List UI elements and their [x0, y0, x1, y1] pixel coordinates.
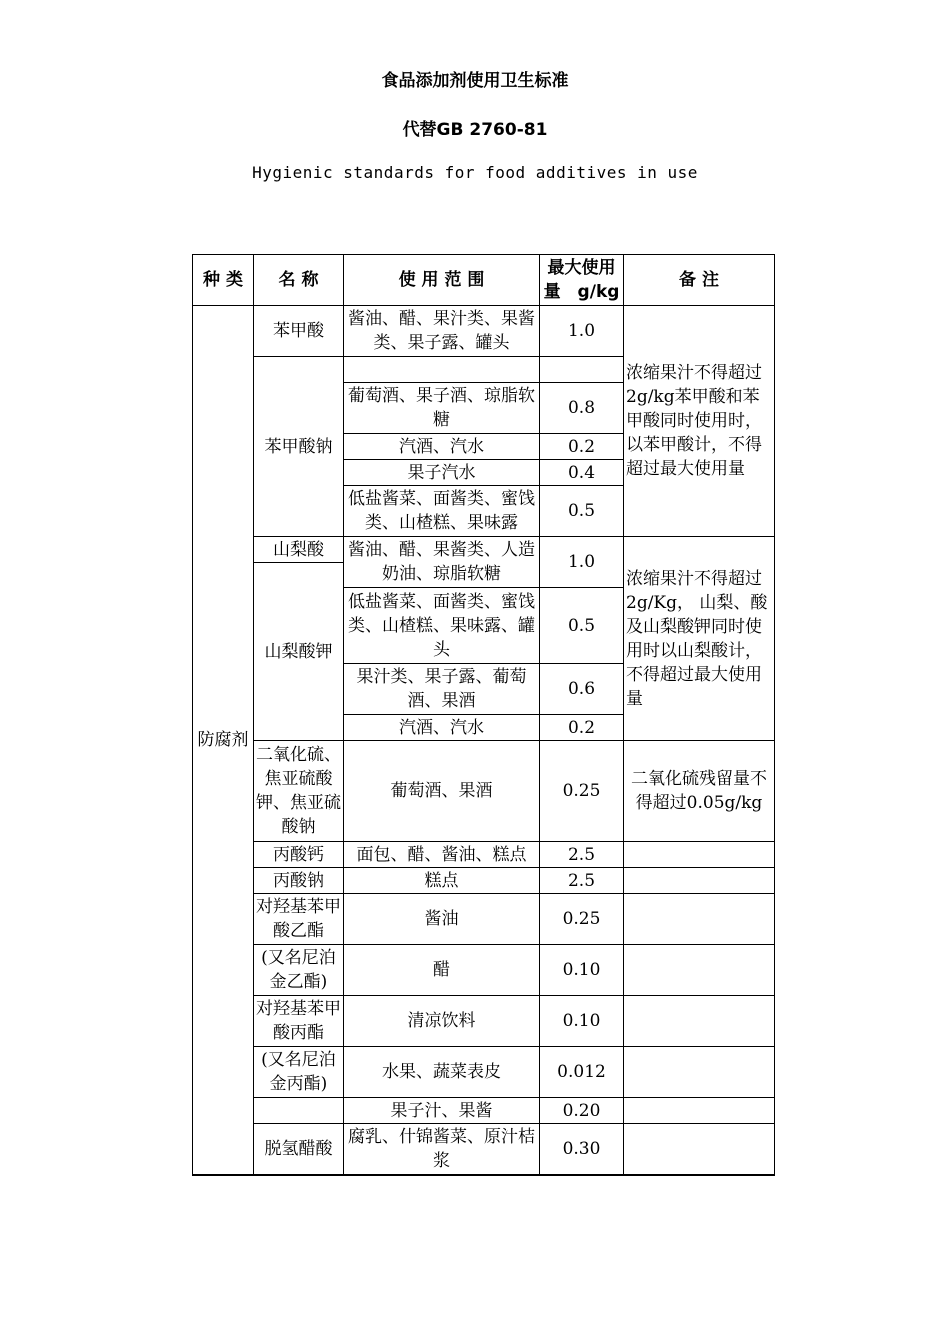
table-row	[193, 741, 775, 842]
max-usage: 0.4	[540, 460, 624, 486]
remark-cell	[624, 1124, 775, 1175]
additive-name: 山梨酸钾	[254, 563, 344, 741]
max-usage: 0.6	[540, 664, 624, 715]
table-header-row	[193, 255, 775, 306]
category-cell: 防腐剂	[193, 306, 254, 1175]
max-usage: 0.10	[540, 996, 624, 1047]
usage-scope: 腐乳、什锦酱菜、原汁桔浆	[344, 1124, 540, 1175]
remark-cell	[624, 842, 775, 868]
header-name: 名 称	[254, 255, 344, 306]
remark-cell: 二氧化硫残留量不得超过0.05g/kg	[624, 741, 775, 842]
max-usage: 0.10	[540, 945, 624, 996]
remark-cell	[624, 945, 775, 996]
usage-scope	[344, 357, 540, 383]
max-usage: 1.0	[540, 537, 624, 588]
additive-name: 二氧化硫、焦亚硫酸钾、焦亚硫酸钠	[254, 741, 344, 842]
usage-scope: 低盐酱菜、面酱类、蜜饯类、山楂糕、果味露	[344, 486, 540, 537]
usage-scope: 醋	[344, 945, 540, 996]
max-usage: 0.30	[540, 1124, 624, 1175]
additive-name: 对羟基苯甲酸乙酯	[254, 894, 344, 945]
usage-scope: 酱油、醋、果汁类、果酱类、果子露、罐头	[344, 306, 540, 357]
remark-cell	[624, 868, 775, 894]
table-row	[193, 1098, 775, 1124]
max-usage: 0.20	[540, 1098, 624, 1124]
additive-name: 对羟基苯甲酸丙酯	[254, 996, 344, 1047]
remark-cell	[624, 996, 775, 1047]
usage-scope: 葡萄酒、果酒	[344, 741, 540, 842]
additive-name: 丙酸钙	[254, 842, 344, 868]
additive-name: (又名尼泊金乙酯)	[254, 945, 344, 996]
english-title: Hygienic standards for food additives in use	[252, 163, 698, 182]
max-usage	[540, 357, 624, 383]
max-usage: 2.5	[540, 842, 624, 868]
additive-name: 脱氢醋酸	[254, 1124, 344, 1175]
table-row	[193, 537, 775, 563]
usage-scope: 果汁类、果子露、葡萄酒、果酒	[344, 664, 540, 715]
max-usage: 0.5	[540, 588, 624, 664]
usage-scope: 低盐酱菜、面酱类、蜜饯类、山楂糕、果味露、罐头	[344, 588, 540, 664]
header-remarks: 备 注	[624, 255, 775, 306]
max-usage: 0.8	[540, 383, 624, 434]
table-row	[193, 894, 775, 945]
usage-scope: 汽酒、汽水	[344, 715, 540, 741]
remark-cell: 浓缩果汁不得超过2g/Kg， 山梨、酸及山梨酸钾同时使用时以山梨酸计， 不得超过最大使用量	[624, 537, 775, 741]
max-usage: 2.5	[540, 868, 624, 894]
max-usage: 0.2	[540, 434, 624, 460]
usage-scope: 面包、醋、酱油、糕点	[344, 842, 540, 868]
usage-scope: 葡萄酒、果子酒、琼脂软糖	[344, 383, 540, 434]
max-usage: 0.25	[540, 894, 624, 945]
remark-cell	[624, 1098, 775, 1124]
usage-scope: 水果、蔬菜表皮	[344, 1047, 540, 1098]
usage-scope: 酱油	[344, 894, 540, 945]
max-usage: 0.5	[540, 486, 624, 537]
additive-name: 苯甲酸钠	[254, 357, 344, 537]
additive-name	[254, 1098, 344, 1124]
header-scope: 使 用 范 围	[344, 255, 540, 306]
document-title: 食品添加剂使用卫生标准	[381, 71, 569, 91]
usage-scope: 果子汁、果酱	[344, 1098, 540, 1124]
table-row	[193, 306, 775, 357]
usage-scope: 清凉饮料	[344, 996, 540, 1047]
table-row	[193, 945, 775, 996]
table-row	[193, 996, 775, 1047]
table-row	[193, 1124, 775, 1175]
replaces-standard: 代替GB 2760-81	[402, 120, 548, 140]
max-usage: 1.0	[540, 306, 624, 357]
header-category: 种 类	[193, 255, 254, 306]
additive-name: 苯甲酸	[254, 306, 344, 357]
additives-table	[192, 254, 775, 1176]
header-max-usage	[540, 255, 624, 306]
usage-scope: 汽酒、汽水	[344, 434, 540, 460]
usage-scope: 酱油、醋、果酱类、人造奶油、琼脂软糖	[344, 537, 540, 588]
table-row	[193, 868, 775, 894]
usage-scope: 果子汽水	[344, 460, 540, 486]
table-row	[193, 842, 775, 868]
remark-cell: 浓缩果汁不得超过2g/kg苯甲酸和苯甲酸同时使用时，以苯甲酸计，不得超过最大使用量	[624, 306, 775, 537]
header-max-line2: 量 g/kg	[543, 282, 620, 302]
remark-cell	[624, 1047, 775, 1098]
header-max-line1: 最大使用	[547, 258, 616, 278]
additive-name: 丙酸钠	[254, 868, 344, 894]
table-row	[193, 1047, 775, 1098]
additive-name: 山梨酸	[254, 537, 344, 563]
additive-name: (又名尼泊金丙酯)	[254, 1047, 344, 1098]
remark-cell	[624, 894, 775, 945]
usage-scope: 糕点	[344, 868, 540, 894]
max-usage: 0.25	[540, 741, 624, 842]
max-usage: 0.2	[540, 715, 624, 741]
max-usage: 0.012	[540, 1047, 624, 1098]
